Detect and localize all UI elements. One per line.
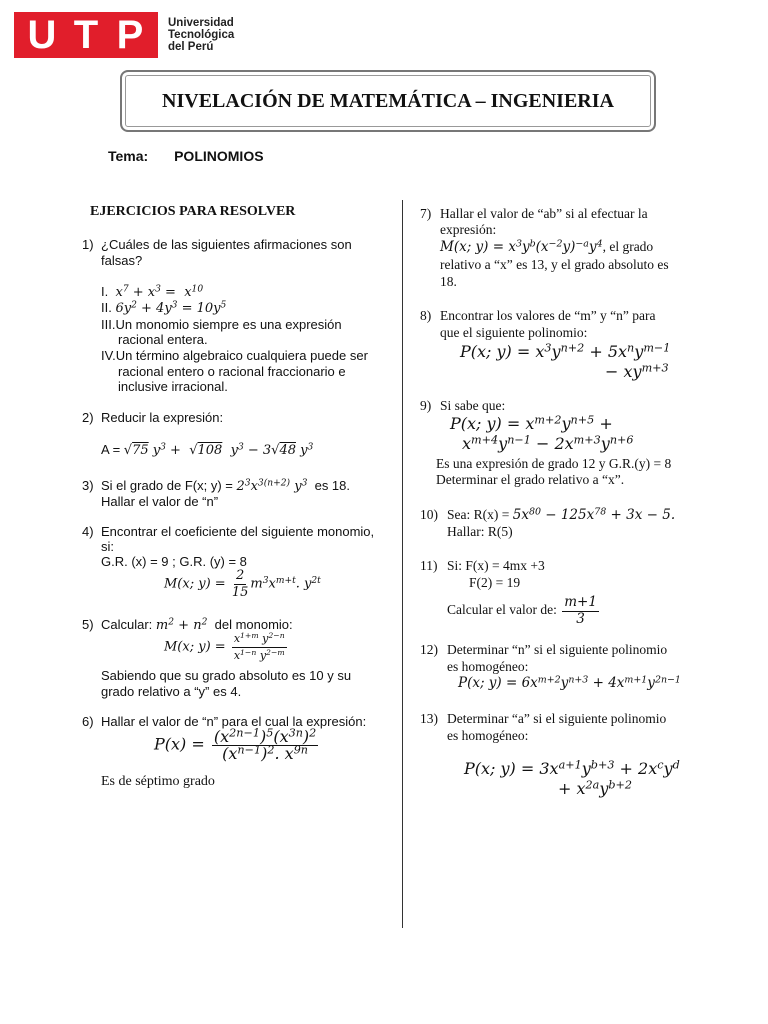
- logo-line-3: del Perú: [168, 41, 214, 53]
- q12-text-2: es homogéneo:: [447, 659, 529, 674]
- q13-formula-1: P(x; $y) = 3x^{a+1}y^{b+3} + 2x^cy^d$: [464, 758, 680, 778]
- q9-formula-2: $x^{m+4}y^{n-1} - 2x^{m+3}y^{n+6}$: [462, 433, 634, 453]
- q7-text-2: expresión:: [440, 222, 497, 237]
- q1-item-iv-1: IV.Un término algebraico cualquiera puede ser: [101, 348, 368, 363]
- q11-text-2: F(2) = 19: [469, 575, 521, 590]
- logo-text: [168, 17, 234, 53]
- q3-text-1b: es 18.: [314, 478, 351, 493]
- q12-number: 12): [420, 642, 438, 657]
- q11-text-3a: Calcular el valor de:: [447, 602, 557, 618]
- q10-text-2: Hallar: R(5): [447, 524, 513, 539]
- utp-logo: [14, 12, 234, 58]
- q7-text-5: 18.: [440, 274, 457, 289]
- q8-formula-1: P(x; $y) = x^3y^{n+2} + 5x^ny^{m-1}$: [460, 341, 671, 361]
- q11-text-1: Si: F(x) = 4mx +3: [447, 558, 545, 573]
- q1-text-2: falsas?: [101, 253, 143, 268]
- q1-text-1: ¿Cuáles de las siguientes afirmaciones son: [101, 237, 352, 252]
- q3-text-1a: Si el grado de F(x; y) =: [101, 478, 233, 493]
- q13-text-2: es homogéneo:: [447, 728, 529, 743]
- q1-item-i: [101, 284, 203, 301]
- q2-formula: A = √75 $y^3 + √108$ $y^3 - 3√48$ $y^3$: [101, 442, 314, 458]
- q1-item-i-label: I.: [101, 284, 109, 299]
- q5-formula: M(x; y) = $\frac{x^{1+m} y^{2-n}}{x^{1-n} y^{2-m}}$: [164, 631, 285, 662]
- q1-item-iv-2: racional entero o racional fraccionario e: [118, 364, 346, 379]
- q1-item-i-formula: $x^7 + x^3 = x^{10}$: [115, 284, 204, 300]
- title-box: [120, 70, 656, 132]
- q6-number: 6): [82, 714, 94, 729]
- q6-text-1: Hallar el valor de “n” para el cual la expresión:: [101, 714, 367, 729]
- q1-item-iv-3: inclusive irracional.: [118, 379, 228, 394]
- q4-text-3: G.R. (x) = 9 ; G.R. (y) = 8: [101, 554, 247, 569]
- q10-number: 10): [420, 507, 438, 522]
- q7-text-3b: , el grado: [602, 239, 654, 254]
- q13-text-1: Determinar “a” si el siguiente polinomio: [447, 711, 667, 726]
- logo-letter-u: U: [27, 13, 57, 57]
- q5-text-1a: Calcular:: [101, 617, 153, 632]
- q5-text-1b: del monomio:: [214, 617, 293, 632]
- q1-item-ii-formula: $6y^2 + 4y^3 = 10y^5$: [115, 300, 227, 316]
- q12-text-1: Determinar “n” si el siguiente polinomio: [447, 642, 668, 657]
- q7-number: 7): [420, 206, 432, 221]
- topic-line: [108, 148, 264, 164]
- q5-text-3: grado relativo a “y” es 4.: [101, 684, 242, 699]
- q8-number: 8): [420, 308, 432, 323]
- q1-item-iii-1: III.Un monomio siempre es una expresión: [101, 317, 342, 332]
- logo-line-1: Universidad: [168, 17, 234, 29]
- q6-formula: P(x) = $\frac{(x^{2n-1})^5(x^{3n})^2}{(x^{n-1})^2. x^{9n}}$: [154, 726, 317, 763]
- q5-text-2: Sabiendo que su grado absoluto es 10 y su: [101, 668, 352, 683]
- q9-text-1: Si sabe que:: [440, 398, 506, 413]
- section-title: EJERCICIOS PARA RESOLVER: [90, 204, 296, 219]
- q1-item-iii-2: racional entera.: [118, 332, 208, 347]
- logo-letters: [14, 12, 158, 58]
- page-title: NIVELACIÓN DE MATEMÁTICA – INGENIERIA: [162, 89, 614, 112]
- column-divider: [402, 200, 403, 928]
- q1-number: 1): [82, 237, 94, 252]
- q13-formula-2: + $x^{2a}y^{b+2}$: [558, 778, 633, 798]
- q5-text-1: Calcular: $m^2 + n^2$ del monomio:: [101, 617, 293, 633]
- q2-a-label: A =: [101, 442, 121, 457]
- logo-letter-t: T: [73, 13, 99, 57]
- logo-line-2: Tecnológica: [168, 29, 235, 41]
- q2-text: Reducir la expresión:: [101, 410, 224, 425]
- q9-formula-1: P(x; $y) = x^{m+2}y^{n+5}$ +: [450, 413, 613, 433]
- q5-number: 5): [82, 617, 94, 632]
- q4-formula: M(x; y) = $\frac{2}{15}$ $m^3x^{m+t}$. $y^{2t}$: [164, 568, 321, 600]
- q2-number: 2): [82, 410, 94, 425]
- q6-text-2: Es de séptimo grado: [101, 774, 215, 789]
- q3-text-1: Si el grado de F(x; $y) = 2^3x^{3(n+2)}$ $y^3$ es 18.: [101, 478, 351, 494]
- logo-letter-p: P: [116, 13, 144, 57]
- q11-number: 11): [420, 558, 438, 573]
- q8-text-1: Encontrar los valores de “m” y “n” para: [440, 308, 656, 323]
- q1-item-ii-label: II.: [101, 300, 112, 315]
- q4-number: 4): [82, 524, 94, 539]
- q7-text-4: relativo a “x” es 13, y el grado absoluto es: [440, 257, 669, 272]
- q10-text-1a: Sea: R(x) =: [447, 507, 510, 522]
- q8-formula-2: − $xy^{m+3}$: [605, 361, 669, 381]
- q4-text-2: si:: [101, 539, 114, 554]
- topic-label: Tema:: [108, 148, 149, 164]
- q7-text-3: M(x; $y) = x^3y^b(x^{-2}y)^{-a}y^4$, el grado: [440, 238, 654, 255]
- q3-text-2: Hallar el valor de “n”: [101, 494, 219, 509]
- q9-number: 9): [420, 398, 432, 413]
- q8-text-2: que el siguiente polinomio:: [440, 325, 588, 340]
- q10-text-1: Sea: $R(x) = 5x^{80} - 125x^{78} + 3x - 5$.: [447, 506, 676, 523]
- q9-text-2: Es una expresión de grado 12 y G.R.(y) = 8: [436, 456, 672, 471]
- q13-number: 13): [420, 711, 438, 726]
- topic-value: POLINOMIOS: [174, 148, 264, 164]
- q9-text-3: Determinar el grado relativo a “x”.: [436, 472, 625, 487]
- q12-formula: P(x; $y) = 6x^{m+2}y^{n+3} + 4x^{m+1}y^{2n-1}$: [458, 674, 681, 691]
- q3-number: 3): [82, 478, 94, 493]
- q7-text-1: Hallar el valor de “ab” si al efectuar la: [440, 206, 648, 221]
- q4-text-1: Encontrar el coeficiente del siguiente monomio,: [101, 524, 375, 539]
- q11-text-3: Calcular el valor de: $\frac{m+1}{3}$: [447, 594, 597, 627]
- q1-item-ii: [101, 300, 226, 317]
